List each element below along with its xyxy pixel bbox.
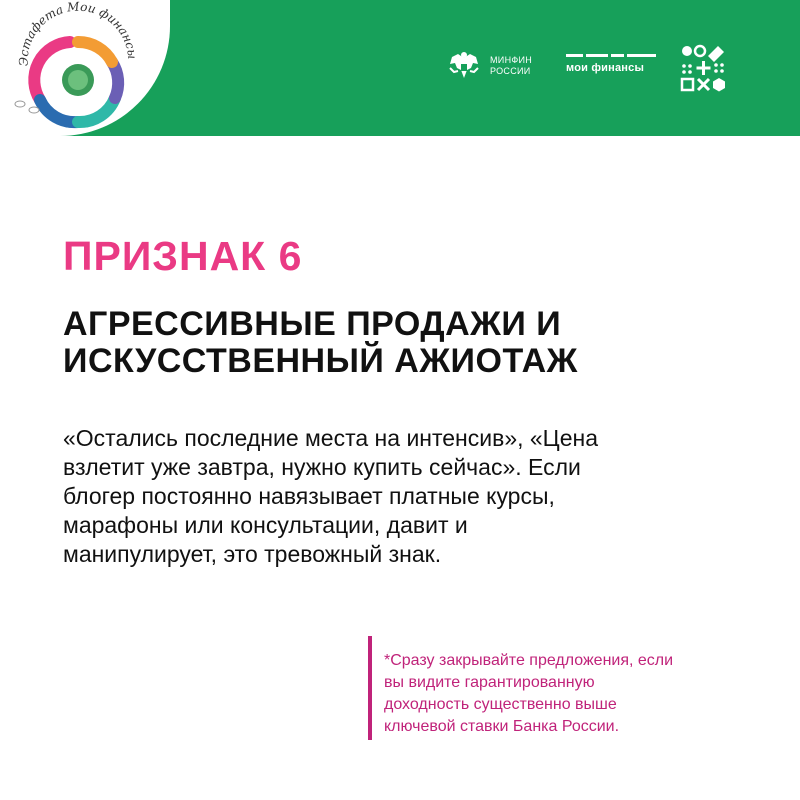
- program-logo: [566, 54, 656, 74]
- body-line: блогер постоянно навязывает платные курсы,: [63, 483, 555, 509]
- body-line: манипулирует, это тревожный знак.: [63, 541, 442, 567]
- note-accent-bar: [368, 636, 372, 740]
- body-line: «Остались последние места на интенсив», «Цена: [63, 425, 598, 451]
- geometric-pattern-icon: [680, 44, 728, 92]
- program-logo-bar: [566, 54, 656, 57]
- program-name: мои финансы: [566, 62, 645, 74]
- ministry-logo: [444, 46, 532, 86]
- note-line: *Сразу закрывайте предложения, если: [384, 652, 674, 669]
- ministry-name: [490, 55, 532, 77]
- body-text: [63, 424, 753, 569]
- svg-text:Эстафета Мои финансы: Эстафета Мои финансы: [16, 0, 140, 67]
- note-line: ключевой ставки Банка России.: [384, 718, 620, 735]
- headline-line: ИСКУССТВЕННЫЙ АЖИОТАЖ: [63, 342, 578, 380]
- ministry-line-1: МИНФИН: [490, 55, 533, 65]
- sign-title: ПРИЗНАК 6: [63, 233, 303, 279]
- headline: [63, 306, 578, 380]
- double-headed-eagle-icon: [444, 46, 484, 86]
- note-line: вы видите гарантированную: [384, 674, 595, 691]
- relay-ring-logo-icon: [0, 0, 180, 135]
- note-line: доходность существенно выше: [384, 696, 617, 713]
- header-band: [0, 0, 800, 136]
- headline-line: АГРЕССИВНЫЕ ПРОДАЖИ И: [63, 305, 562, 343]
- body-line: марафоны или консультации, давит и: [63, 512, 468, 538]
- footnote: [384, 650, 673, 738]
- ministry-line-2: РОССИИ: [490, 66, 531, 76]
- body-line: взлетит уже завтра, нужно купить сейчас». Если: [63, 454, 581, 480]
